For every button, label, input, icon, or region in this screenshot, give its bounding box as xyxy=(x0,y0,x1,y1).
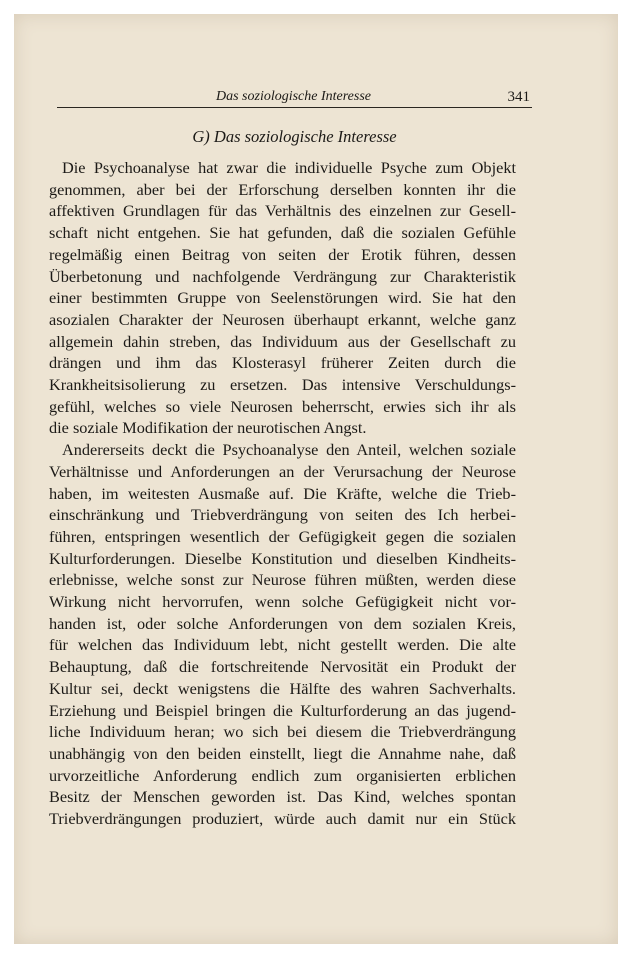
paragraph-2 xyxy=(49,439,516,830)
header-rule xyxy=(57,107,532,108)
running-header xyxy=(57,89,530,109)
text-line: handen ist, oder solche Anforderungen von dem sozialen Kreis, xyxy=(49,613,516,633)
text-line: Erziehung und Beispiel bringen die Kulturforderung an das jugend- xyxy=(49,700,516,720)
text-line: Behauptung, daß die fortschreitende Nervosität ein Produkt der xyxy=(49,657,516,677)
text-line: Wirkung nicht hervorrufen, wenn solche Gefügigkeit nicht vor- xyxy=(49,592,516,612)
text-line: schaft nicht entgehen. Sie hat gefunden, daß die sozialen Gefühle xyxy=(49,223,516,243)
text-line: affektiven Grundlagen für das Verhältnis des einzelnen zur Gesell- xyxy=(49,201,516,221)
text-line: Krankheitsisolierung zu ersetzen. Das intensive Verschuldungs- xyxy=(49,375,516,395)
page-number: 341 xyxy=(507,89,530,105)
text-line: erlebnisse, welche sonst zur Neurose führen müßten, werden diese xyxy=(49,570,516,590)
text-line: Kultur sei, deckt wenigstens die Hälfte des wahren Sachverhalts. xyxy=(49,678,516,698)
body-text xyxy=(49,157,516,830)
text-line: Kulturforderungen. Dieselbe Konstitution und dieselben Kindheits- xyxy=(49,548,516,568)
section-heading: G) Das soziologische Interesse xyxy=(192,127,397,146)
text-line: die soziale Modifikation der neurotischen Angst. xyxy=(49,418,367,438)
text-line: allgemein dahin streben, das Individuum aus der Gesellschaft zu xyxy=(49,331,516,351)
text-line: einschränkung und Triebverdrängung von seiten des Ich herbei- xyxy=(49,505,516,525)
text-line: Verhältnisse und Anforderungen an der Verursachung der Neurose xyxy=(49,461,516,481)
text-line: gefühl, welches so viele Neurosen beherrscht, erwies sich ihr als xyxy=(49,396,516,416)
text-line: haben, im weitesten Ausmaße auf. Die Kräfte, welche die Trieb- xyxy=(49,483,516,503)
paragraph-1 xyxy=(49,157,516,439)
text-line: Besitz der Menschen geworden ist. Das Kind, welches spontan xyxy=(49,787,516,807)
text-line: asozialen Charakter der Neurosen überhaupt erkannt, welche ganz xyxy=(49,309,516,329)
text-line: für welchen das Individuum lebt, nicht gestellt werden. Die alte xyxy=(49,635,516,655)
text-line: einer bestimmten Gruppe von Seelenstörungen wird. Sie hat den xyxy=(49,288,516,308)
text-line: führen, entspringen wesentlich der Gefügigkeit gegen die sozialen xyxy=(49,526,516,546)
text-line: urvorzeitliche Anforderung endlich zum organisierten erblichen xyxy=(49,765,516,785)
text-line: Andererseits deckt die Psychoanalyse den Anteil, welchen soziale xyxy=(62,440,516,460)
text-line: regelmäßig einen Beitrag von seiten der Erotik führen, dessen xyxy=(49,244,516,264)
text-line: drängen und ihm das Klosterasyl früherer Zeiten durch die xyxy=(49,353,516,373)
text-line: genommen, aber bei der Erforschung derselben konnten ihr die xyxy=(49,179,516,199)
text-line: unabhängig von den beiden einstellt, liegt die Annahme nahe, daß xyxy=(49,743,516,763)
running-title: Das soziologische Interesse xyxy=(215,89,372,104)
text-line: liche Individuum heran; wo sich bei diesem die Triebverdrängung xyxy=(49,722,516,742)
text-line: Überbetonung und nachfolgende Verdrängung zur Charakteristik xyxy=(49,266,516,286)
text-line: Die Psychoanalyse hat zwar die individuelle Psyche zum Objekt xyxy=(62,158,516,177)
text-line: Triebverdrängungen produziert, würde auch damit nur ein Stück xyxy=(49,809,516,829)
